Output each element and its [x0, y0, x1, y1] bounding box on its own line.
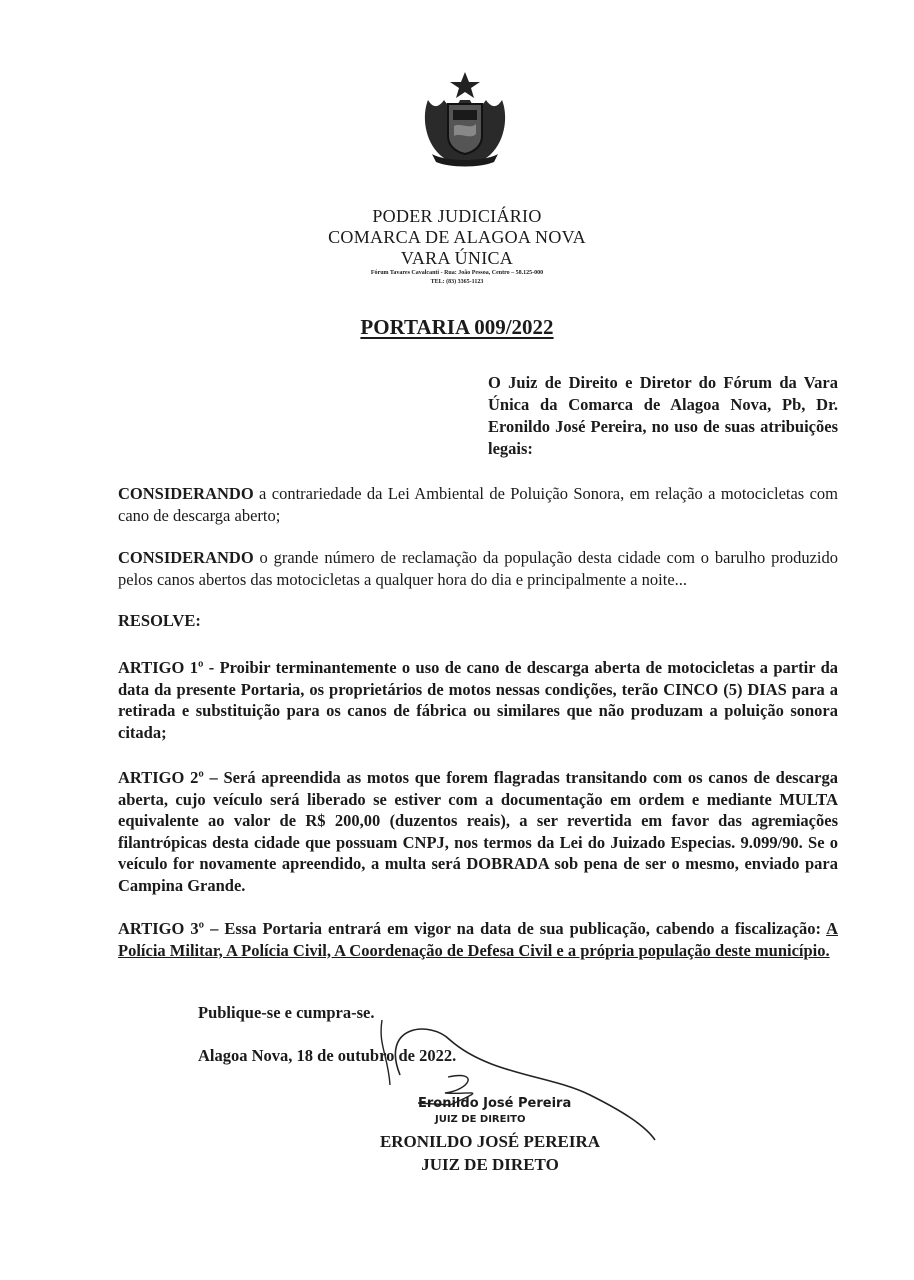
artigo-2-text: – Será apreendida as motos que forem flagradas transitando com os canos de descarga aberta, cujo veículo será liberado se estiver com a documentação em ordem e mediante MULTA equivalente ao valor de R$ 200,00 (duzentos reais), a ser revertida em favor das agremiações filantrópicas desta cidade que possuam CNPJ, nos termos da Lei do Juizado Especias. 9.099/90. Se o veículo for novamente apreendido, a multa será DOBRADA sob pena de ser o mesmo, enviado para Campina Grande. — [118, 768, 838, 895]
signatory-name: ERONILDO JOSÉ PEREIRA — [379, 1132, 601, 1151]
signature-stamp-name: Eronildo José Pereira — [418, 1096, 572, 1111]
signatory-role: JUIZ DE DIRETO — [421, 1155, 559, 1174]
considerando-1-text: a contrariedade da Lei Ambiental de Poluição Sonora, em relação a motocicletas com cano de descarga aberto; — [118, 484, 838, 525]
considerando-1-lead: CONSIDERANDO — [118, 484, 254, 503]
letterhead — [0, 206, 914, 287]
header-phone: TEL: (83) 3365-1123 — [430, 279, 484, 285]
artigo-3 — [118, 918, 838, 961]
publique-line: Publique-se e cumpra-se. — [198, 1003, 375, 1022]
artigo-2 — [118, 767, 838, 896]
document-title-text: PORTARIA 009/2022 — [360, 315, 554, 339]
considerando-2-lead: CONSIDERANDO — [118, 548, 254, 567]
artigo-3-text: – Essa Portaria entrará em vigor na data de sua publicação, cabendo a fiscalização: — [204, 919, 827, 938]
header-line-1: PODER JUDICIÁRIO — [372, 206, 542, 226]
signature-stamp-role: JUIZ DE DIREITO — [435, 1114, 526, 1125]
artigo-3-lead: ARTIGO 3º — [118, 919, 205, 938]
date-line: Alagoa Nova, 18 de outubro de 2022. — [198, 1046, 457, 1065]
resolve-heading: RESOLVE: — [118, 611, 201, 630]
preamble: O Juiz de Direito e Diretor do Fórum da Vara Única da Comarca de Alagoa Nova, Pb, Dr. Eronildo José Pereira, no uso de suas atribuições legais: — [488, 373, 838, 458]
document-title — [0, 315, 914, 340]
header-address: Fórum Tavares Cavalcanti - Rua: João Pessoa, Centro – 58.125-000 — [370, 270, 544, 276]
header-line-3: VARA ÚNICA — [400, 248, 514, 268]
artigo-1 — [118, 657, 838, 743]
considerando-2-text: o grande número de reclamação da população desta cidade com o barulho produzido pelos canos abertos das motocicletas a qualquer hora do dia e principalmente a noite... — [118, 548, 838, 589]
artigo-1-text: - Proibir terminantemente o uso de cano de descarga aberta de motocicletas a partir da data da presente Portaria, os proprietários de motos nessas condições, terão CINCO (5) DIAS para a retirada e substituição para os canos de fábrica ou similares que não produzam a poluição sonora citada; — [118, 658, 838, 742]
handwritten-signature — [360, 1015, 660, 1145]
header-line-2: COMARCA DE ALAGOA NOVA — [328, 227, 586, 247]
artigo-1-lead: ARTIGO 1º — [118, 658, 204, 677]
artigo-2-lead: ARTIGO 2º — [118, 768, 204, 787]
considerando-2 — [118, 547, 838, 590]
coat-of-arms-emblem — [420, 70, 510, 170]
artigo-3-underlined: A Polícia Militar, A Polícia Civil, A Coordenação de Defesa Civil e a própria população deste município. — [118, 919, 838, 960]
considerando-1 — [118, 483, 838, 526]
